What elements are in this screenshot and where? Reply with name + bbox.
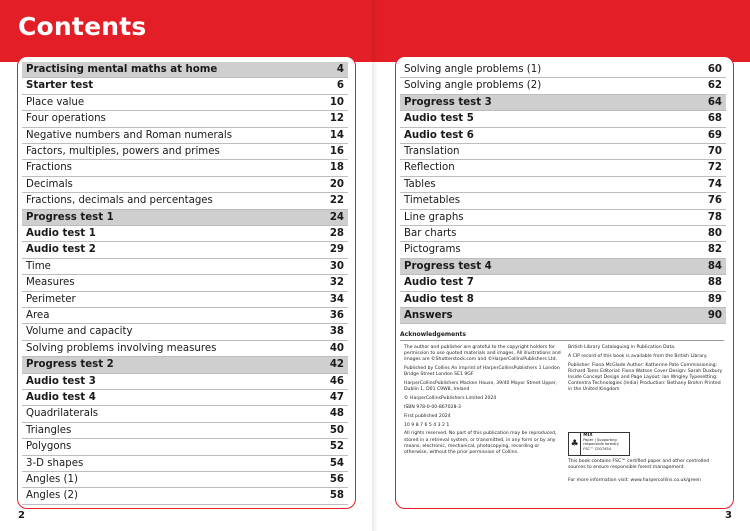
toc-row (22, 423, 348, 439)
toc-page-number: 58 (329, 490, 344, 502)
toc-page-number: 68 (707, 113, 722, 125)
ack-text: British Library Cataloguing in Publication Data. (568, 345, 676, 350)
toc-page-number: 52 (329, 441, 344, 453)
toc-page-number: 6 (336, 80, 344, 92)
toc-label: Volume and capacity (26, 326, 133, 338)
toc-label: Place value (26, 96, 85, 108)
toc-label: Progress test 3 (404, 96, 492, 108)
toc-row (400, 242, 726, 258)
toc-page-number: 20 (329, 178, 344, 190)
toc-page-number: 34 (329, 293, 344, 305)
toc-label: Fractions, decimals and percentages (26, 195, 213, 207)
toc-page-number: 80 (707, 228, 722, 239)
toc-page-number: 12 (329, 113, 344, 125)
toc-row (400, 111, 726, 127)
toc-label: Answers (404, 310, 453, 321)
toc-label: Tables (404, 178, 436, 190)
toc-label: Audio test 1 (26, 228, 96, 239)
toc-row (22, 341, 348, 357)
toc-page-number: 50 (329, 424, 344, 436)
toc-row (22, 308, 348, 324)
more-info: For more information visit: www.harpercollins.co.uk/green (568, 478, 701, 483)
toc-label: Solving problems involving measures (26, 342, 217, 354)
toc-page-number: 4 (336, 64, 344, 75)
toc-label: Four operations (26, 113, 106, 125)
toc-row (22, 488, 348, 504)
toc-label: Audio test 3 (26, 375, 96, 387)
toc-label: Audio test 4 (26, 392, 96, 403)
toc-label: Angles (1) (26, 474, 78, 485)
toc-page-number: 82 (707, 244, 722, 256)
toc-label: Angles (2) (26, 490, 78, 502)
book-spine (372, 0, 378, 531)
toc-row (22, 324, 348, 340)
toc-label: Perimeter (26, 293, 76, 305)
toc-row (22, 95, 348, 111)
toc-row (400, 210, 726, 226)
ack-col-1 (404, 345, 562, 459)
toc-page-number: 89 (707, 293, 722, 305)
toc-label: Time (26, 260, 51, 272)
toc-page-number: 30 (329, 260, 344, 272)
toc-page-number: 46 (329, 375, 344, 387)
toc-label: Audio test 6 (404, 129, 474, 141)
fsc-logo (568, 432, 630, 456)
toc-page-number: 62 (707, 80, 722, 92)
toc-row (22, 357, 348, 373)
toc-label: Pictograms (404, 244, 461, 256)
toc-row (22, 226, 348, 242)
toc-page-number: 18 (329, 162, 344, 174)
toc-label: 3-D shapes (26, 457, 84, 469)
toc-label: Solving angle problems (2) (404, 80, 542, 92)
toc-label: Factors, multiples, powers and primes (26, 146, 220, 157)
toc-row (22, 259, 348, 275)
ack-text: 10 9 8 7 6 5 4 3 2 1 (404, 422, 450, 428)
fsc-text (581, 433, 629, 455)
toc-page-number: 69 (707, 129, 722, 141)
toc-label: Triangles (26, 424, 72, 436)
toc-page-number: 32 (329, 277, 344, 289)
toc-page-number: 16 (329, 146, 344, 157)
toc-row (22, 456, 348, 472)
fsc-note: This book contains FSC™ certified paper and other controlled sources to ensure responsible forest management. (568, 459, 710, 471)
toc-row (22, 111, 348, 127)
toc-label: Practising mental maths at home (26, 64, 218, 75)
toc-row (22, 242, 348, 258)
toc-label: Audio test 7 (404, 277, 474, 289)
toc-page-number: 76 (707, 195, 722, 207)
toc-row (22, 472, 348, 488)
ack-heading: Acknowledgements (400, 331, 466, 338)
fsc-label: MIX (583, 433, 593, 438)
toc-row (400, 275, 726, 291)
toc-label: Quadrilaterals (26, 408, 99, 420)
toc-row (22, 193, 348, 209)
toc-label: Decimals (26, 178, 73, 190)
toc-page-number: 48 (329, 408, 344, 420)
toc-row (400, 292, 726, 308)
toc-page-number: 47 (329, 392, 344, 403)
toc-row (22, 390, 348, 406)
toc-page-number: 56 (329, 474, 344, 485)
toc-row (22, 210, 348, 226)
toc-row (22, 177, 348, 193)
toc-label: Negative numbers and Roman numerals (26, 129, 233, 141)
ack-text: HarperCollinsPublishers Macken House, 39/40 Mayor Street Upper, Dublin 1, D01 C9W8, Ireland (404, 381, 558, 393)
toc-label: Measures (26, 277, 75, 289)
toc-label: Line graphs (404, 211, 464, 223)
acknowledgements (400, 332, 724, 508)
toc-page-number: 78 (707, 211, 722, 223)
ack-text: The author and publisher are grateful to the copyright holders for permission to use quoted materials and images. All illustrations and images are ©Shutterstock.com and ©HarperCollinsPublishers Ltd. (404, 345, 561, 363)
toc-row (400, 177, 726, 193)
toc-row (22, 374, 348, 390)
toc-page-number: 14 (329, 129, 344, 141)
ack-text: © HarperCollinsPublishers Limited 2024 (404, 396, 497, 402)
toc-page-number: 38 (329, 326, 344, 338)
toc-page-number: 10 (329, 96, 344, 108)
toc-row (400, 144, 726, 160)
toc-row (22, 275, 348, 291)
toc-row (400, 226, 726, 242)
ack-divider (400, 340, 724, 341)
toc-label: Reflection (404, 162, 455, 174)
toc-label: Progress test 2 (26, 359, 114, 371)
toc-label: Area (26, 310, 50, 321)
page-number-left: 2 (18, 510, 25, 521)
toc-page-number: 64 (707, 96, 722, 108)
toc-row (22, 292, 348, 308)
toc-label: Translation (404, 146, 460, 157)
toc-row (22, 78, 348, 94)
page-number-right: 3 (725, 510, 732, 521)
fsc-sub: Paper | Supporting responsible forestry (583, 438, 619, 447)
toc-page-number: 72 (707, 162, 722, 174)
toc-label: Audio test 2 (26, 244, 96, 256)
toc-page-number: 60 (707, 64, 722, 75)
toc-label: Progress test 1 (26, 211, 114, 223)
toc-label: Audio test 8 (404, 293, 474, 305)
toc-row (22, 406, 348, 422)
toc-label: Bar charts (404, 228, 457, 239)
toc-page-number: 42 (329, 359, 344, 371)
toc-page-number: 70 (707, 146, 722, 157)
toc-row (400, 62, 726, 78)
toc-row (22, 62, 348, 78)
toc-row (400, 160, 726, 176)
ack-text: A CIP record of this book is available from the British Library. (568, 353, 708, 359)
toc-row (22, 144, 348, 160)
toc-page-number: 40 (329, 342, 344, 354)
toc-label: Fractions (26, 162, 72, 174)
toc-label: Polygons (26, 441, 72, 453)
toc-row (400, 193, 726, 209)
ack-text: Publisher: Fiona McGlade Author: Katherine Pate Commissioning: Richard Toms Editorial: Fiona Watson Cover Design: Sarah Duxbury Inside Concept Design and Page Layout: Ian Wrigley Typesetting: Contentra Technologies (India) Production: Bethany Brohm Printed in the United Kingdom (568, 362, 723, 393)
toc-page-number: 54 (329, 457, 344, 469)
toc-page-number: 22 (329, 195, 344, 207)
ack-text: ISBN 978-0-00-867028-3 (404, 405, 461, 410)
toc-page-number: 24 (329, 211, 344, 223)
toc-page-number: 36 (329, 310, 344, 321)
ack-text: All rights reserved. No part of this publication may be reproduced, stored in a retrieval system, or transmitted, in any form or by any means, electronic, mechanical, photocopying, recording or otherwise, without the prior permission of Collins. (404, 431, 557, 455)
toc-row (400, 308, 726, 324)
toc-page-number: 28 (329, 228, 344, 239)
fsc-tree-icon: ♣ (569, 433, 581, 455)
ack-col-2 (568, 345, 726, 396)
toc-row (400, 78, 726, 94)
toc-label: Audio test 5 (404, 113, 474, 125)
toc-label: Timetables (404, 195, 461, 207)
ack-text: First published 2024 (404, 413, 451, 419)
fsc-code: FSC™ C007454 (583, 446, 611, 451)
toc-row (400, 259, 726, 275)
toc-page-number: 29 (329, 244, 344, 256)
toc-page-number: 88 (707, 277, 722, 289)
toc-page-number: 90 (707, 310, 722, 321)
toc-page-number: 74 (707, 178, 722, 190)
toc-row (400, 95, 726, 111)
toc-page-number: 84 (707, 260, 722, 272)
toc-label: Progress test 4 (404, 260, 492, 272)
toc-label: Starter test (26, 80, 94, 92)
toc-row (22, 128, 348, 144)
ack-text: Published by Collins An imprint of HarperCollinsPublishers 1 London Bridge Street London SE1 9GF (404, 366, 560, 378)
page-title: Contents (18, 12, 147, 41)
toc-label: Solving angle problems (1) (404, 64, 542, 75)
toc-row (400, 128, 726, 144)
toc-row (22, 439, 348, 455)
toc-row (22, 160, 348, 176)
